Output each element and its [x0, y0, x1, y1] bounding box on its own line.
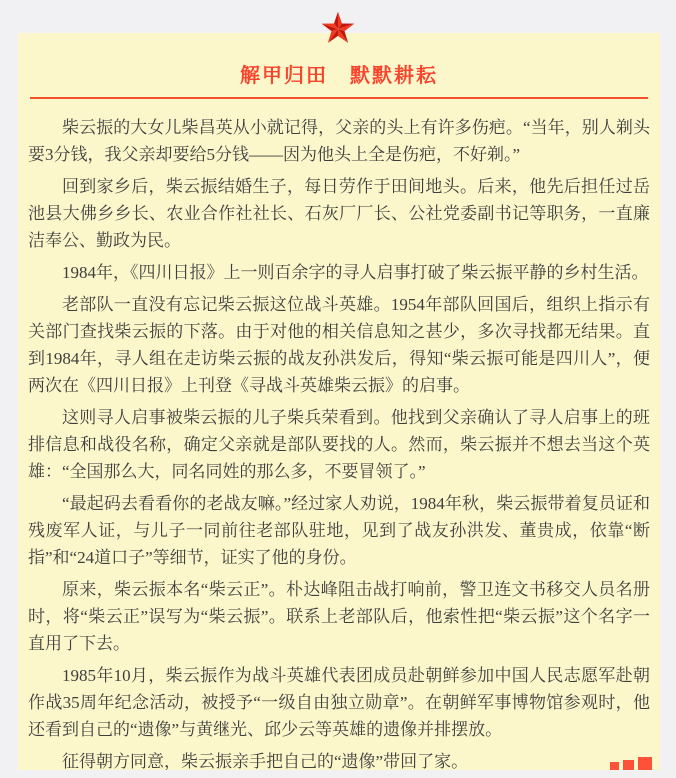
- red-star-icon: [320, 7, 356, 51]
- paragraph: 1984年，《四川日报》上一则百余字的寻人启事打破了柴云振平静的乡村生活。: [62, 263, 649, 282]
- paragraph: 回到家乡后，柴云振结婚生子，每日劳作于田间地头。后来，他先后担任过岳池县大佛乡乡长、农业合作社社长、石灰厂厂长、公社党委副书记等职务，一直廉洁奉公、勤政为民。: [28, 177, 650, 250]
- footer-squares-decoration: [610, 757, 652, 770]
- paragraph: 柴云振的大女儿柴昌英从小就记得，父亲的头上有许多伤疤。“当年，别人剃头要3分钱，我父亲却要给5分钱——因为他头上全是伤疤，不好剃。”: [28, 118, 650, 164]
- article-title: 解甲归田 默默耕耘: [240, 65, 438, 87]
- paragraph: 这则寻人启事被柴云振的儿子柴兵荣看到。他找到父亲确认了寻人启事上的班排信息和战役名称，确定父亲就是部队要找的人。然而，柴云振并不想去当这个英雄：“全国那么大，同名同姓的那么多，不要冒领了。”: [28, 408, 650, 481]
- paragraph: 老部队一直没有忘记柴云振这位战斗英雄。1954年部队回国后，组织上指示有关部门查找柴云振的下落。由于对他的相关信息知之甚少，多次寻找都无结果。直到1984年，寻人组在走访柴云振的战友孙洪发后，得知“柴云振可能是四川人”，便两次在《四川日报》上刊登《寻战斗英雄柴云振》的启事。: [28, 295, 650, 395]
- paragraph: “最起码去看看你的老战友嘛。”经过家人劝说，1984年秋，柴云振带着复员证和残废军人证，与儿子一同前往老部队驻地，见到了战友孙洪发、董贵成，依靠“断指”和“24道口子”等细节，证实了他的身份。: [28, 494, 650, 567]
- article-body: [28, 114, 650, 770]
- article-card: [18, 33, 660, 770]
- red-square-icon: [638, 757, 652, 770]
- red-square-icon: [610, 762, 619, 770]
- red-square-icon: [623, 760, 634, 770]
- title-divider: [30, 97, 648, 99]
- paragraph: 1985年10月，柴云振作为战斗英雄代表团成员赴朝鲜参加中国人民志愿军赴朝作战35周年纪念活动，被授予“一级自由独立勋章”。在朝鲜军事博物馆参观时，他还看到自己的“遗像”与黄继光、邱少云等英雄的遗像并排摆放。: [28, 666, 650, 739]
- paragraph: 原来，柴云振本名“柴云正”。朴达峰阻击战打响前，警卫连文书移交人员名册时，将“柴云正”误写为“柴云振”。联系上老部队后，他索性把“柴云振”这个名字一直用了下去。: [28, 580, 650, 653]
- paragraph: 征得朝方同意，柴云振亲手把自己的“遗像”带回了家。: [62, 752, 469, 770]
